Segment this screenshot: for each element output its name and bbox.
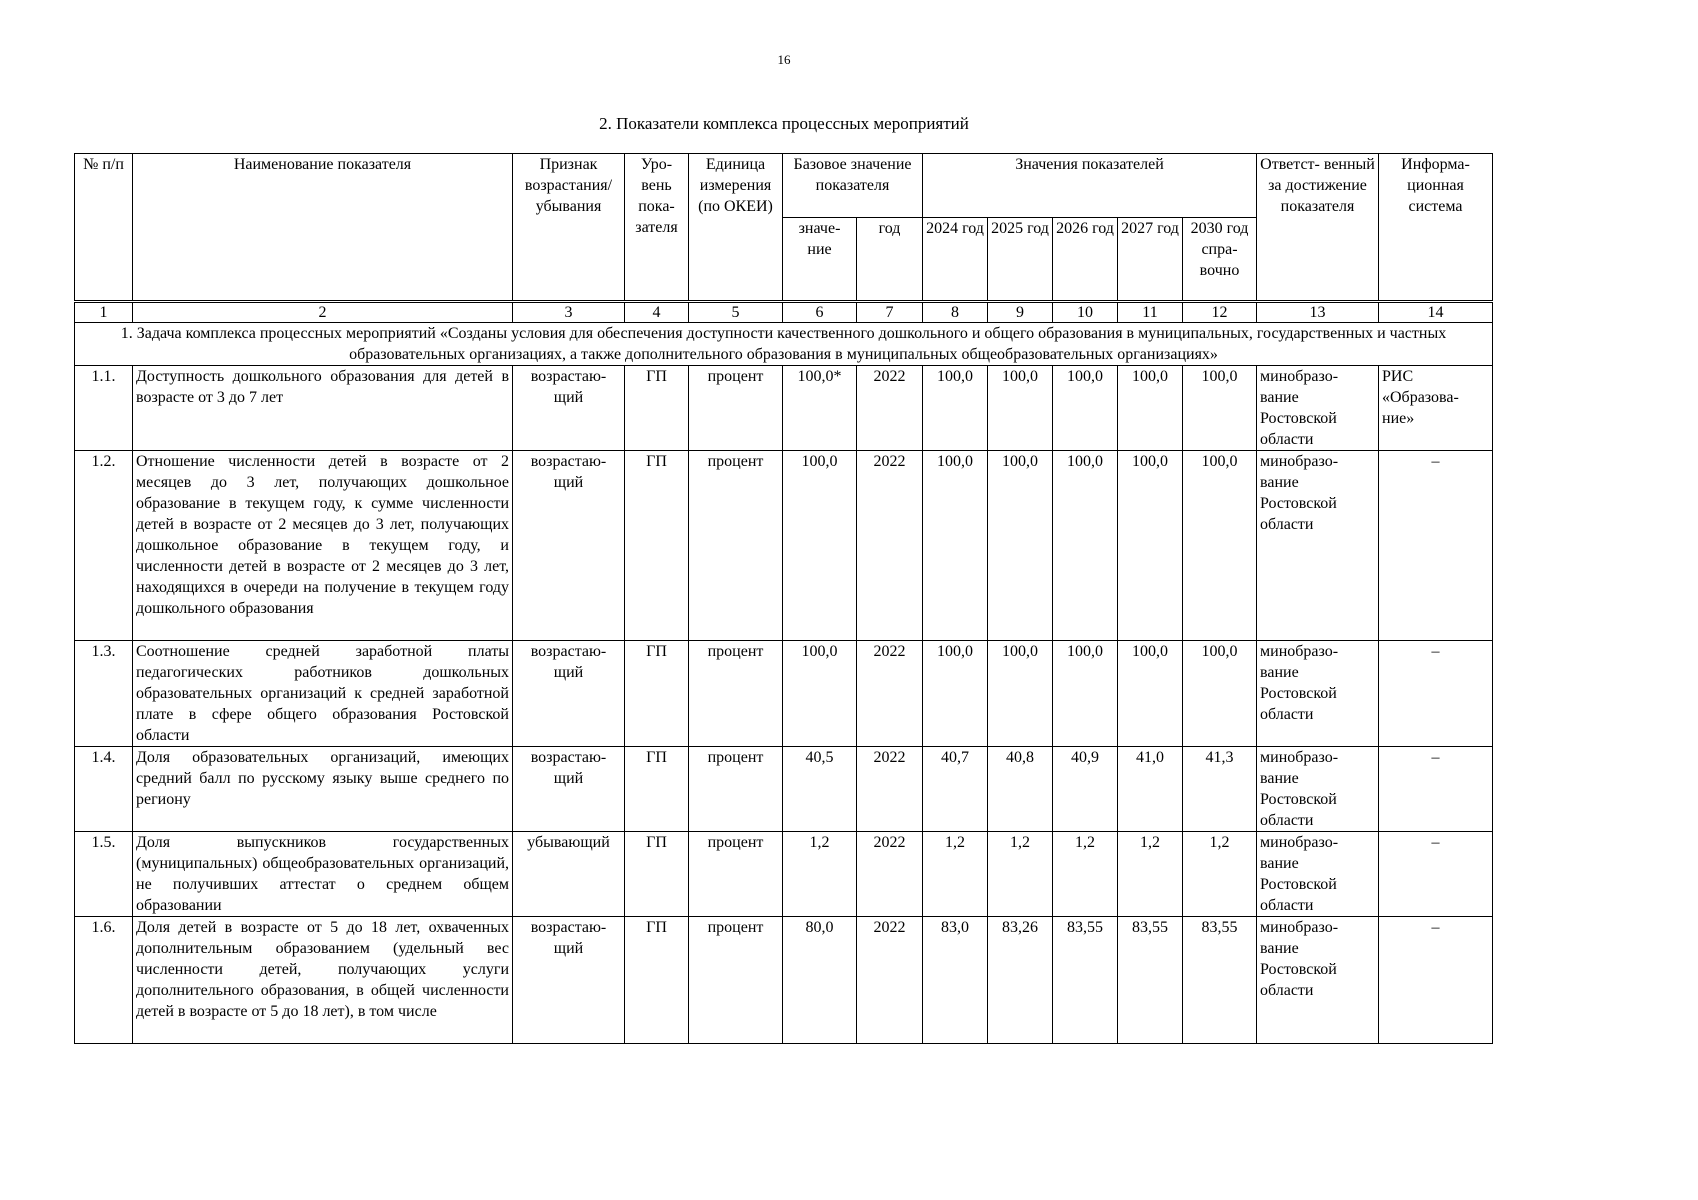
value-2026-cell: 100,0 bbox=[1053, 451, 1118, 641]
header-year-2025: 2025 год bbox=[988, 218, 1053, 302]
column-number: 11 bbox=[1118, 302, 1183, 323]
value-2025-cell: 100,0 bbox=[988, 366, 1053, 451]
column-number: 1 bbox=[75, 302, 133, 323]
base-value-cell: 40,5 bbox=[783, 747, 857, 832]
value-2030-cell: 100,0 bbox=[1183, 366, 1257, 451]
header-base: Базовое значение показателя bbox=[783, 154, 923, 218]
header-trend: Признак возрастания/ убывания bbox=[513, 154, 625, 302]
base-value-cell: 80,0 bbox=[783, 917, 857, 1044]
value-2025-cell: 40,8 bbox=[988, 747, 1053, 832]
base-year-cell: 2022 bbox=[857, 747, 923, 832]
value-2027-cell: 83,55 bbox=[1118, 917, 1183, 1044]
value-2030-cell: 83,55 bbox=[1183, 917, 1257, 1044]
base-value-cell: 1,2 bbox=[783, 832, 857, 917]
header-base-value: значе- ние bbox=[783, 218, 857, 302]
header-year-2026: 2026 год bbox=[1053, 218, 1118, 302]
header-level: Уро- вень пока- зателя bbox=[625, 154, 689, 302]
row-number: 1.5. bbox=[75, 832, 133, 917]
value-2025-cell: 100,0 bbox=[988, 641, 1053, 747]
column-number: 3 bbox=[513, 302, 625, 323]
responsible-cell: минобразо- вание Ростовской области bbox=[1257, 366, 1379, 451]
base-year-cell: 2022 bbox=[857, 451, 923, 641]
value-2026-cell: 40,9 bbox=[1053, 747, 1118, 832]
header-infosys: Информа- ционная система bbox=[1379, 154, 1493, 302]
value-2027-cell: 100,0 bbox=[1118, 366, 1183, 451]
header-base-year: год bbox=[857, 218, 923, 302]
infosys-cell: – bbox=[1379, 917, 1493, 1044]
value-2030-cell: 100,0 bbox=[1183, 451, 1257, 641]
value-2030-cell: 100,0 bbox=[1183, 641, 1257, 747]
row-number: 1.6. bbox=[75, 917, 133, 1044]
trend-cell: возрастаю- щий bbox=[513, 366, 625, 451]
column-number: 4 bbox=[625, 302, 689, 323]
level-cell: ГП bbox=[625, 366, 689, 451]
value-2024-cell: 1,2 bbox=[923, 832, 988, 917]
indicators-table bbox=[74, 153, 1493, 1044]
trend-cell: возрастаю- щий bbox=[513, 747, 625, 832]
level-cell: ГП bbox=[625, 832, 689, 917]
column-number: 5 bbox=[689, 302, 783, 323]
responsible-cell: минобразо- вание Ростовской области bbox=[1257, 641, 1379, 747]
table-row bbox=[75, 747, 1493, 832]
row-number: 1.1. bbox=[75, 366, 133, 451]
responsible-cell: минобразо- вание Ростовской области bbox=[1257, 747, 1379, 832]
value-2024-cell: 100,0 bbox=[923, 366, 988, 451]
value-2026-cell: 100,0 bbox=[1053, 641, 1118, 747]
base-year-cell: 2022 bbox=[857, 917, 923, 1044]
base-value-cell: 100,0 bbox=[783, 641, 857, 747]
value-2025-cell: 1,2 bbox=[988, 832, 1053, 917]
value-2027-cell: 41,0 bbox=[1118, 747, 1183, 832]
value-2027-cell: 1,2 bbox=[1118, 832, 1183, 917]
row-number: 1.2. bbox=[75, 451, 133, 641]
header-year-2027: 2027 год bbox=[1118, 218, 1183, 302]
value-2027-cell: 100,0 bbox=[1118, 451, 1183, 641]
table-row bbox=[75, 641, 1493, 747]
value-2024-cell: 40,7 bbox=[923, 747, 988, 832]
unit-cell: процент bbox=[689, 917, 783, 1044]
table-row bbox=[75, 917, 1493, 1044]
indicator-name: Доля детей в возрасте от 5 до 18 лет, охваченных дополнительным образованием (удельный вес численности детей, получающих услуги дополнительного образования, в общей численности детей в возрасте от 5 до 18 лет), в том числе bbox=[133, 917, 513, 1044]
base-year-cell: 2022 bbox=[857, 832, 923, 917]
responsible-cell: минобразо- вание Ростовской области bbox=[1257, 832, 1379, 917]
column-number: 14 bbox=[1379, 302, 1493, 323]
unit-cell: процент bbox=[689, 451, 783, 641]
column-number: 8 bbox=[923, 302, 988, 323]
value-2025-cell: 100,0 bbox=[988, 451, 1053, 641]
value-2024-cell: 100,0 bbox=[923, 641, 988, 747]
responsible-cell: минобразо- вание Ростовской области bbox=[1257, 451, 1379, 641]
unit-cell: процент bbox=[689, 832, 783, 917]
column-number: 12 bbox=[1183, 302, 1257, 323]
column-number: 7 bbox=[857, 302, 923, 323]
indicator-name: Соотношение средней заработной платы педагогических работников дошкольных образовательных организаций к средней заработной плате в сфере общего образования Ростовской области bbox=[133, 641, 513, 747]
trend-cell: возрастаю- щий bbox=[513, 917, 625, 1044]
column-number-row bbox=[75, 302, 1493, 323]
trend-cell: возрастаю- щий bbox=[513, 641, 625, 747]
level-cell: ГП bbox=[625, 451, 689, 641]
row-number: 1.3. bbox=[75, 641, 133, 747]
base-value-cell: 100,0* bbox=[783, 366, 857, 451]
column-number: 2 bbox=[133, 302, 513, 323]
unit-cell: процент bbox=[689, 641, 783, 747]
infosys-cell: – bbox=[1379, 747, 1493, 832]
header-num: № п/п bbox=[75, 154, 133, 302]
column-number: 13 bbox=[1257, 302, 1379, 323]
value-2030-cell: 41,3 bbox=[1183, 747, 1257, 832]
trend-cell: возрастаю- щий bbox=[513, 451, 625, 641]
column-number: 10 bbox=[1053, 302, 1118, 323]
row-number: 1.4. bbox=[75, 747, 133, 832]
document-title: 2. Показатели комплекса процессных мероприятий bbox=[599, 114, 969, 133]
level-cell: ГП bbox=[625, 747, 689, 832]
infosys-cell: – bbox=[1379, 832, 1493, 917]
value-2024-cell: 100,0 bbox=[923, 451, 988, 641]
value-2024-cell: 83,0 bbox=[923, 917, 988, 1044]
column-number: 6 bbox=[783, 302, 857, 323]
task-row bbox=[75, 323, 1493, 366]
value-2026-cell: 83,55 bbox=[1053, 917, 1118, 1044]
column-number: 9 bbox=[988, 302, 1053, 323]
header-name: Наименование показателя bbox=[133, 154, 513, 302]
table-row bbox=[75, 832, 1493, 917]
responsible-cell: минобразо- вание Ростовской области bbox=[1257, 917, 1379, 1044]
table-row bbox=[75, 451, 1493, 641]
task-text: 1. Задача комплекса процессных мероприятий «Созданы условия для обеспечения доступности качественного дошкольного и общего образования в муниципальных, государственных и частных образовательных организациях, а также дополнительного образования в муниципальных общеобразовательных организациях» bbox=[75, 323, 1493, 366]
header-responsible: Ответст- венный за достижение показателя bbox=[1257, 154, 1379, 302]
level-cell: ГП bbox=[625, 917, 689, 1044]
level-cell: ГП bbox=[625, 641, 689, 747]
value-2030-cell: 1,2 bbox=[1183, 832, 1257, 917]
indicator-name: Доля образовательных организаций, имеющих средний балл по русскому языку выше среднего по региону bbox=[133, 747, 513, 832]
base-year-cell: 2022 bbox=[857, 641, 923, 747]
indicator-name: Доступность дошкольного образования для детей в возрасте от 3 до 7 лет bbox=[133, 366, 513, 451]
trend-cell: убывающий bbox=[513, 832, 625, 917]
base-year-cell: 2022 bbox=[857, 366, 923, 451]
header-row-1 bbox=[75, 154, 1493, 218]
indicator-name: Отношение численности детей в возрасте от 2 месяцев до 3 лет, получающих дошкольное образование в текущем году, к сумме численности детей в возрасте от 2 месяцев до 3 лет, получающих дошкольное образование в текущем году, и численности детей в возрасте от 2 месяцев до 3 лет, находящихся в очереди на получение в текущем году дошкольного образования bbox=[133, 451, 513, 641]
infosys-cell: – bbox=[1379, 451, 1493, 641]
indicator-name: Доля выпускников государственных (муниципальных) общеобразовательных организаций, не получивших аттестат о среднем общем образовании bbox=[133, 832, 513, 917]
infosys-cell: – bbox=[1379, 641, 1493, 747]
header-unit: Единица измерения (по ОКЕИ) bbox=[689, 154, 783, 302]
page-number: 16 bbox=[777, 52, 791, 67]
infosys-cell: РИС «Образова- ние» bbox=[1379, 366, 1493, 451]
header-year-2024: 2024 год bbox=[923, 218, 988, 302]
base-value-cell: 100,0 bbox=[783, 451, 857, 641]
value-2025-cell: 83,26 bbox=[988, 917, 1053, 1044]
value-2027-cell: 100,0 bbox=[1118, 641, 1183, 747]
unit-cell: процент bbox=[689, 366, 783, 451]
header-values: Значения показателей bbox=[923, 154, 1257, 218]
value-2026-cell: 100,0 bbox=[1053, 366, 1118, 451]
header-year-2030: 2030 год спра- вочно bbox=[1183, 218, 1257, 302]
value-2026-cell: 1,2 bbox=[1053, 832, 1118, 917]
unit-cell: процент bbox=[689, 747, 783, 832]
table-row bbox=[75, 366, 1493, 451]
